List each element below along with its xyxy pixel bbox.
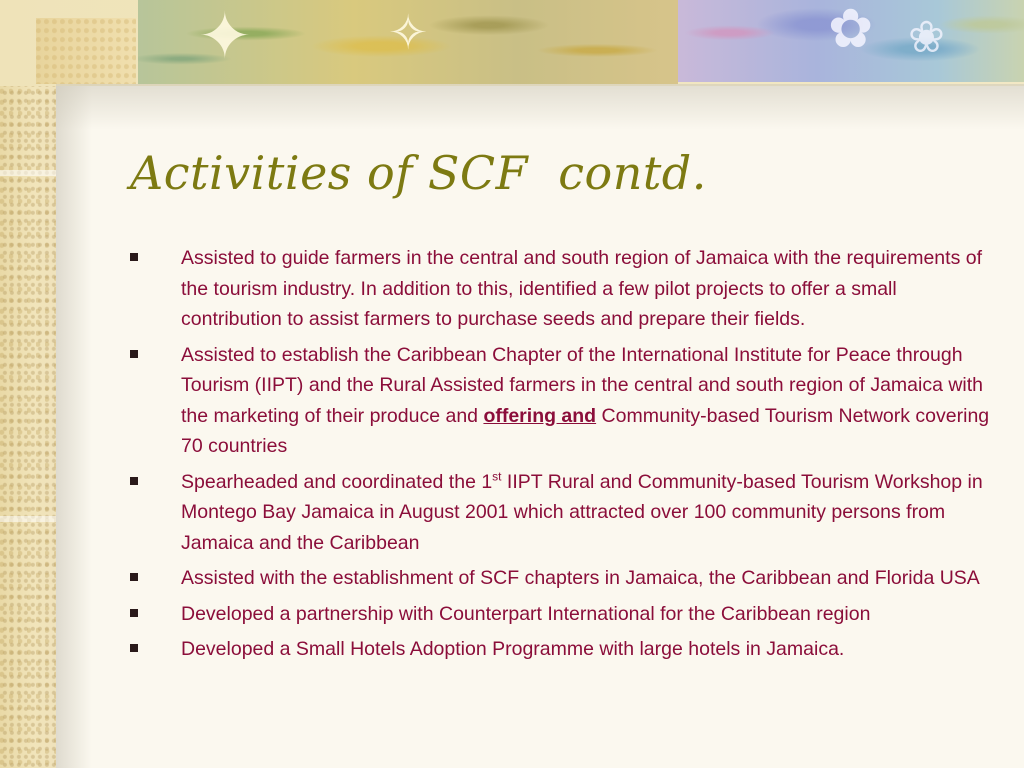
ordinal-superscript: st: [492, 469, 502, 483]
bullet-item: [128, 340, 998, 462]
bullet-text-before: Spearheaded and coordinated the 1: [181, 470, 493, 493]
bullet-text-before: Assisted to establish the Caribbean Chapter of the International Institute for Peace through Tourism (IIPT) and the Rural Assisted farmers in the central and south region of Jamaica with the marketing of their produce and: [181, 343, 984, 427]
flower-icon: ❀: [908, 13, 945, 62]
slide-title: Activities of SCF contd.: [130, 146, 707, 200]
left-parchment-strip: [0, 0, 56, 768]
bullet-item: [128, 599, 998, 630]
square-bullet-icon: [130, 644, 138, 652]
square-bullet-icon: [130, 253, 138, 261]
leaf-icon: ✦: [198, 0, 252, 72]
bullet-item: [128, 467, 998, 559]
square-bullet-icon: [130, 609, 138, 617]
bullet-text-after: Community-based Tourism Network covering 70 countries: [181, 404, 990, 457]
leaf-icon: ✧: [388, 7, 429, 60]
bullet-text: Developed a Small Hotels Adoption Programme with large hotels in Jamaica.: [181, 638, 845, 660]
square-bullet-icon: [130, 350, 138, 358]
square-bullet-icon: [130, 477, 138, 485]
banner-leaf-art: [138, 0, 678, 84]
bullet-item: [128, 563, 998, 594]
bullet-text: Assisted to guide farmers in the central and south region of Jamaica with the requirements of the tourism industry. In addition to this, identified a few pilot projects to offer a small contribution to assist farmers to purchase seeds and prepare their fields.: [181, 247, 983, 330]
square-bullet-icon: [130, 573, 138, 581]
bullet-list: [128, 243, 998, 670]
bullet-text: Developed a partnership with Counterpart International for the Caribbean region: [181, 602, 871, 625]
bullet-text: Assisted with the establishment of SCF chapters in Jamaica, the Caribbean and Florida USA: [181, 567, 980, 589]
banner-parchment-block: [36, 18, 136, 84]
bullet-item: [128, 634, 998, 665]
emphasized-link-text[interactable]: offering and: [483, 404, 597, 427]
banner-floral-art: [678, 0, 1024, 82]
bullet-item: [128, 243, 998, 335]
top-banner: [0, 0, 1024, 86]
bullet-text-after: IIPT Rural and Community-based Tourism Workshop in Montego Bay Jamaica in August 2001 which attracted over 100 community persons from Jamaica and the Caribbean: [181, 470, 983, 554]
banner-shadow: [56, 84, 1024, 130]
flower-icon: ✿: [828, 0, 874, 59]
